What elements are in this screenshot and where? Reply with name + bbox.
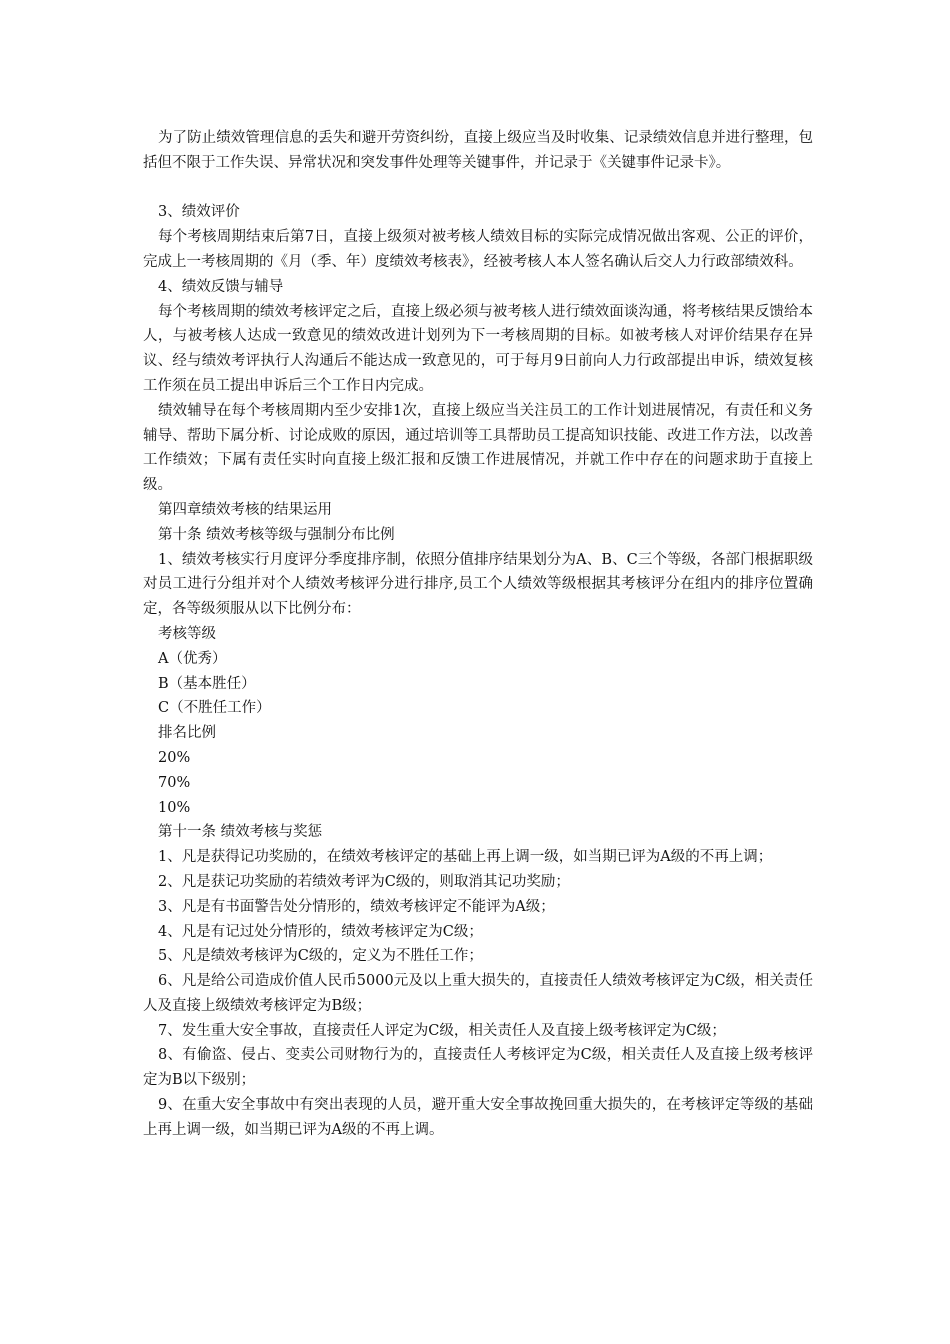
chapter-heading-result-application: 第四章绩效考核的结果运用: [158, 501, 332, 518]
grade-a: A（优秀）: [158, 650, 227, 667]
paragraph-feedback: 每个考核周期的绩效考核评定之后，直接上级必须与被考核人进行绩效面谈沟通，将考核结果反馈给本人，与被考核人达成一致意见的绩效改进计划列为下一考核周期的目标。如被考核人对评价结果存在异议、经与绩效考评执行人沟通后不能达成一致意见的，可于每月9日前向人力行政部提出申诉，绩效复核工作须在员工提出申诉后三个工作日内完成。: [143, 303, 813, 394]
ratio-c: 10%: [158, 799, 191, 816]
grade-table-header: 考核等级: [158, 625, 216, 642]
ratio-b: 70%: [158, 774, 191, 791]
paragraph-record-key-events: 为了防止绩效管理信息的丢失和避开劳资纠纷，直接上级应当及时收集、记录绩效信息并进行整理，包括但不限于工作失误、异常状况和突发事件处理等关键事件，并记录于《关键事件记录卡》。: [143, 130, 813, 171]
paragraph-grade-ranking: 1、绩效考核实行月度评分季度排序制，依照分值排序结果划分为A、B、C三个等级，各部门根据职级对员工进行分组并对个人绩效考核评分进行排序,员工个人绩效等级根据其考核评分在组内的排序位置确定，各等级须服从以下比例分布：: [143, 551, 813, 618]
rule-item-6: 6、凡是给公司造成价值人民币5000元及以上重大损失的，直接责任人绩效考核评定为C级，相关责任人及直接上级绩效考核评定为B级；: [143, 973, 813, 1014]
rule-item-5: 5、凡是绩效考核评为C级的，定义为不胜任工作；: [158, 948, 483, 965]
ratio-table-header: 排名比例: [158, 725, 216, 742]
rule-item-9: 9、在重大安全事故中有突出表现的人员，避开重大安全事故挽回重大损失的，在考核评定等级的基础上再上调一级，如当期已评为A级的不再上调。: [143, 1097, 813, 1138]
rule-item-1: 1、凡是获得记功奖励的，在绩效考核评定的基础上再上调一级，如当期已评为A级的不再上调；: [158, 849, 773, 866]
rule-item-4: 4、凡是有记过处分情形的，绩效考核评定为C级；: [158, 923, 483, 940]
section-heading-feedback-coaching: 4、绩效反馈与辅导: [158, 278, 284, 295]
rule-item-7: 7、发生重大安全事故，直接责任人评定为C级，相关责任人及直接上级考核评定为C级；: [158, 1022, 726, 1039]
paragraph-evaluation: 每个考核周期结束后第7日，直接上级须对被考核人绩效目标的实际完成情况做出客观、公正的评价，完成上一考核周期的《月（季、年）度绩效考核表》，经被考核人本人签名确认后交人力行政部绩效科。: [143, 229, 813, 270]
section-heading-performance-evaluation: 3、绩效评价: [158, 204, 240, 221]
article-heading-rewards-penalties: 第十一条 绩效考核与奖惩: [158, 824, 323, 841]
rule-item-2: 2、凡是获记功奖励的若绩效考评为C级的，则取消其记功奖励；: [158, 873, 570, 890]
rule-item-3: 3、凡是有书面警告处分情形的，绩效考核评定不能评为A级；: [158, 898, 555, 915]
grade-b: B（基本胜任）: [158, 675, 256, 692]
document-body: [143, 126, 813, 1143]
article-heading-grade-distribution: 第十条 绩效考核等级与强制分布比例: [158, 526, 395, 543]
paragraph-coaching: 绩效辅导在每个考核周期内至少安排1次，直接上级应当关注员工的工作计划进展情况，有责任和义务辅导、帮助下属分析、讨论成败的原因，通过培训等工具帮助员工提高知识技能、改进工作方法，以改善工作绩效；下属有责任实时向直接上级汇报和反馈工作进展情况，并就工作中存在的问题求助于直接上级。: [143, 402, 813, 494]
ratio-a: 20%: [158, 749, 191, 766]
grade-c: C（不胜任工作）: [158, 700, 271, 717]
rule-item-8: 8、有偷盗、侵占、变卖公司财物行为的，直接责任人考核评定为C级，相关责任人及直接上级考核评定为B以下级别；: [143, 1047, 813, 1089]
